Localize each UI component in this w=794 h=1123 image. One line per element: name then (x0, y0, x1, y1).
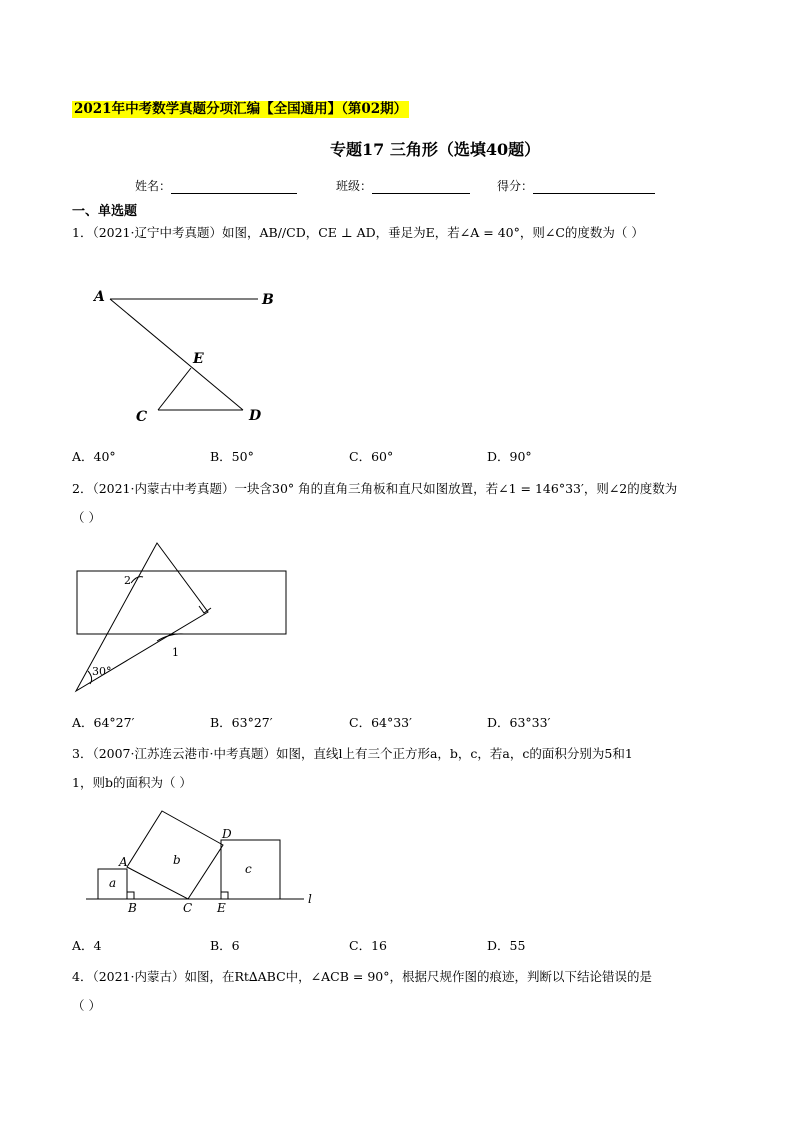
score-label: 得分： (497, 179, 534, 193)
q3-option-d[interactable]: D．55 (487, 938, 526, 953)
question-3-text: 3．（2007·江苏连云港市·中考真题）如图，直线l上有三个正方形a，b，c，若a，c的面积分别为5和1 (72, 746, 633, 761)
q1-label-E: E (193, 351, 204, 367)
q2-angle-2: 2 (124, 574, 131, 587)
q1-option-b[interactable]: B．50° (210, 449, 254, 464)
question-2-text: 2．（2021·内蒙古中考真题）一块含30° 角的直角三角板和直尺如图放置，若∠1 = 146°33′，则∠2的度数为 (72, 481, 678, 496)
q3-label-B: B (128, 901, 137, 915)
q1-option-c[interactable]: C．60° (349, 449, 394, 464)
question-1-text: 1．（2021·辽宁中考真题）如图，AB//CD，CE ⊥ AD，垂足为E，若∠A = 40°，则∠C的度数为（ ） (72, 225, 644, 240)
q3-square-a: a (109, 876, 117, 890)
section-heading: 一、单选题 (72, 204, 138, 219)
q2-angle-1: 1 (172, 646, 179, 659)
q3-label-E: E (217, 901, 226, 915)
name-label: 姓名： (135, 179, 172, 193)
q1-option-d[interactable]: D．90° (487, 449, 532, 464)
q3-option-a[interactable]: A．4 (72, 938, 102, 953)
q2-option-a[interactable]: A．64°27′ (72, 715, 135, 730)
question-4-text-cont: （ ） (72, 998, 101, 1013)
series-banner: 2021年中考数学真题分项汇编【全国通用】（第02期） (74, 101, 408, 117)
q3-square-b: b (173, 853, 181, 867)
q1-label-D: D (249, 408, 262, 424)
q3-square-c: c (245, 862, 252, 876)
q3-label-l: l (308, 892, 312, 906)
class-label: 班级： (336, 179, 373, 193)
question-3-text-cont: 1，则b的面积为（ ） (72, 775, 192, 790)
q3-option-b[interactable]: B．6 (210, 938, 240, 953)
q1-label-C: C (136, 409, 148, 425)
q1-label-A: A (94, 289, 105, 305)
q2-option-b[interactable]: B．63°27′ (210, 715, 273, 730)
q2-option-d[interactable]: D．63°33′ (487, 715, 551, 730)
page-title: 专题17 三角形（选填40题） (330, 140, 541, 159)
q3-label-A: A (119, 855, 128, 869)
question-4-text: 4．（2021·内蒙古）如图，在Rt∆ABC中，∠ACB = 90°，根据尺规作图的痕迹，判断以下结论错误的是 (72, 969, 652, 984)
q3-label-C: C (183, 901, 193, 915)
question-2-text-cont: （ ） (72, 510, 101, 525)
q2-angle-30: 30° (92, 665, 112, 678)
q2-option-c[interactable]: C．64°33′ (349, 715, 412, 730)
q3-option-c[interactable]: C．16 (349, 938, 387, 953)
q1-label-B: B (262, 292, 274, 308)
q1-option-a[interactable]: A．40° (72, 449, 116, 464)
q3-label-D: D (222, 827, 232, 841)
